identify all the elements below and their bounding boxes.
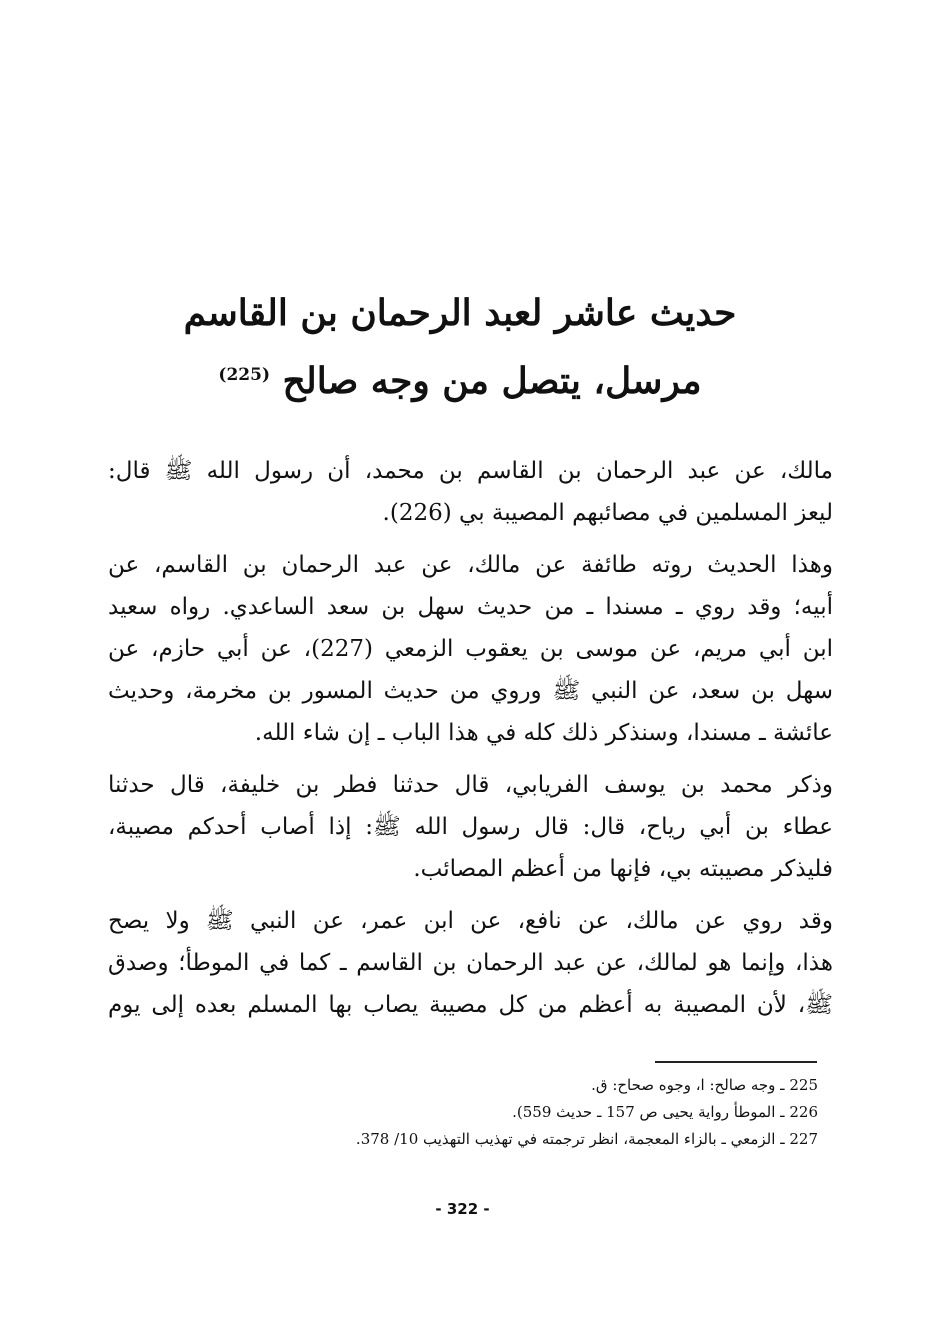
heading-line-2-text: مرسل، يتصل من وجه صالح xyxy=(282,360,702,402)
paragraph-line: وذكر محمد بن يوسف الفريابي، قال حدثنا فطر بن خليفة، قال حدثنا xyxy=(108,772,833,798)
paragraph-1 xyxy=(108,450,833,534)
paragraph-line: ابن أبي مريم، عن موسى بن يعقوب الزمعي (227)، عن أبي حازم، عن xyxy=(108,636,833,662)
page-number: - 322 - xyxy=(435,1200,490,1218)
chapter-heading xyxy=(180,282,740,412)
paragraph-line: عطاء بن أبي رياح، قال: قال رسول الله ﷺ: إذا أصاب أحدكم مصيبة، xyxy=(108,814,833,840)
paragraph-line: هذا، وإنما هو لمالك، عن عبد الرحمان بن القاسم ـ كما في الموطأ؛ وصدق xyxy=(108,950,834,976)
paragraph-line: مالك، عن عبد الرحمان بن القاسم بن محمد، أن رسول الله ﷺ قال: xyxy=(108,458,833,484)
paragraph-4 xyxy=(108,900,833,1026)
paragraph-line: ليعز المسلمين في مصائبهم المصيبة بي (226). xyxy=(382,500,833,526)
paragraph-line: وقد روي عن مالك، عن نافع، عن ابن عمر، عن النبي ﷺ ولا يصح xyxy=(108,908,833,934)
paragraph-line: ﷺ، لأن المصيبة به أعظم من كل مصيبة يصاب بها المسلم بعده إلى يوم xyxy=(108,992,833,1018)
heading-note-ref: (225) xyxy=(218,365,270,385)
footnote-divider xyxy=(655,1061,817,1063)
paragraph-line: عائشة ـ مسندا، وسنذكر ذلك كله في هذا الباب ـ إن شاء الله. xyxy=(254,720,833,746)
paragraph-line: وهذا الحديث روته طائفة عن مالك، عن عبد الرحمان بن القاسم، عن xyxy=(108,552,833,578)
footnote-226: 226 ـ الموطأ رواية يحيى ص 157 ـ حديث 559). xyxy=(512,1103,818,1121)
paragraph-line: أبيه؛ وقد روي ـ مسندا ـ من حديث سهل بن سعد الساعدي. رواه سعيد xyxy=(108,594,833,620)
footnote-227: 227 ـ الزمعي ـ بالزاء المعجمة، انظر ترجمته في تهذيب التهذيب 10/ 378. xyxy=(355,1130,818,1148)
paragraph-line: فليذكر مصيبته بي، فإنها من أعظم المصائب. xyxy=(413,856,833,882)
footnote-225: 225 ـ وجه صالح: ا، وجوه صحاح: ق. xyxy=(591,1076,818,1094)
footnotes xyxy=(300,1072,818,1153)
body-text xyxy=(108,450,833,1036)
paragraph-3 xyxy=(108,764,833,890)
paragraph-2 xyxy=(108,544,833,754)
heading-line-2 xyxy=(180,344,740,412)
heading-line-1: حديث عاشر لعبد الرحمان بن القاسم xyxy=(183,292,737,334)
paragraph-line: سهل بن سعد، عن النبي ﷺ وروي من حديث المسور بن مخرمة، وحديث xyxy=(108,678,833,704)
